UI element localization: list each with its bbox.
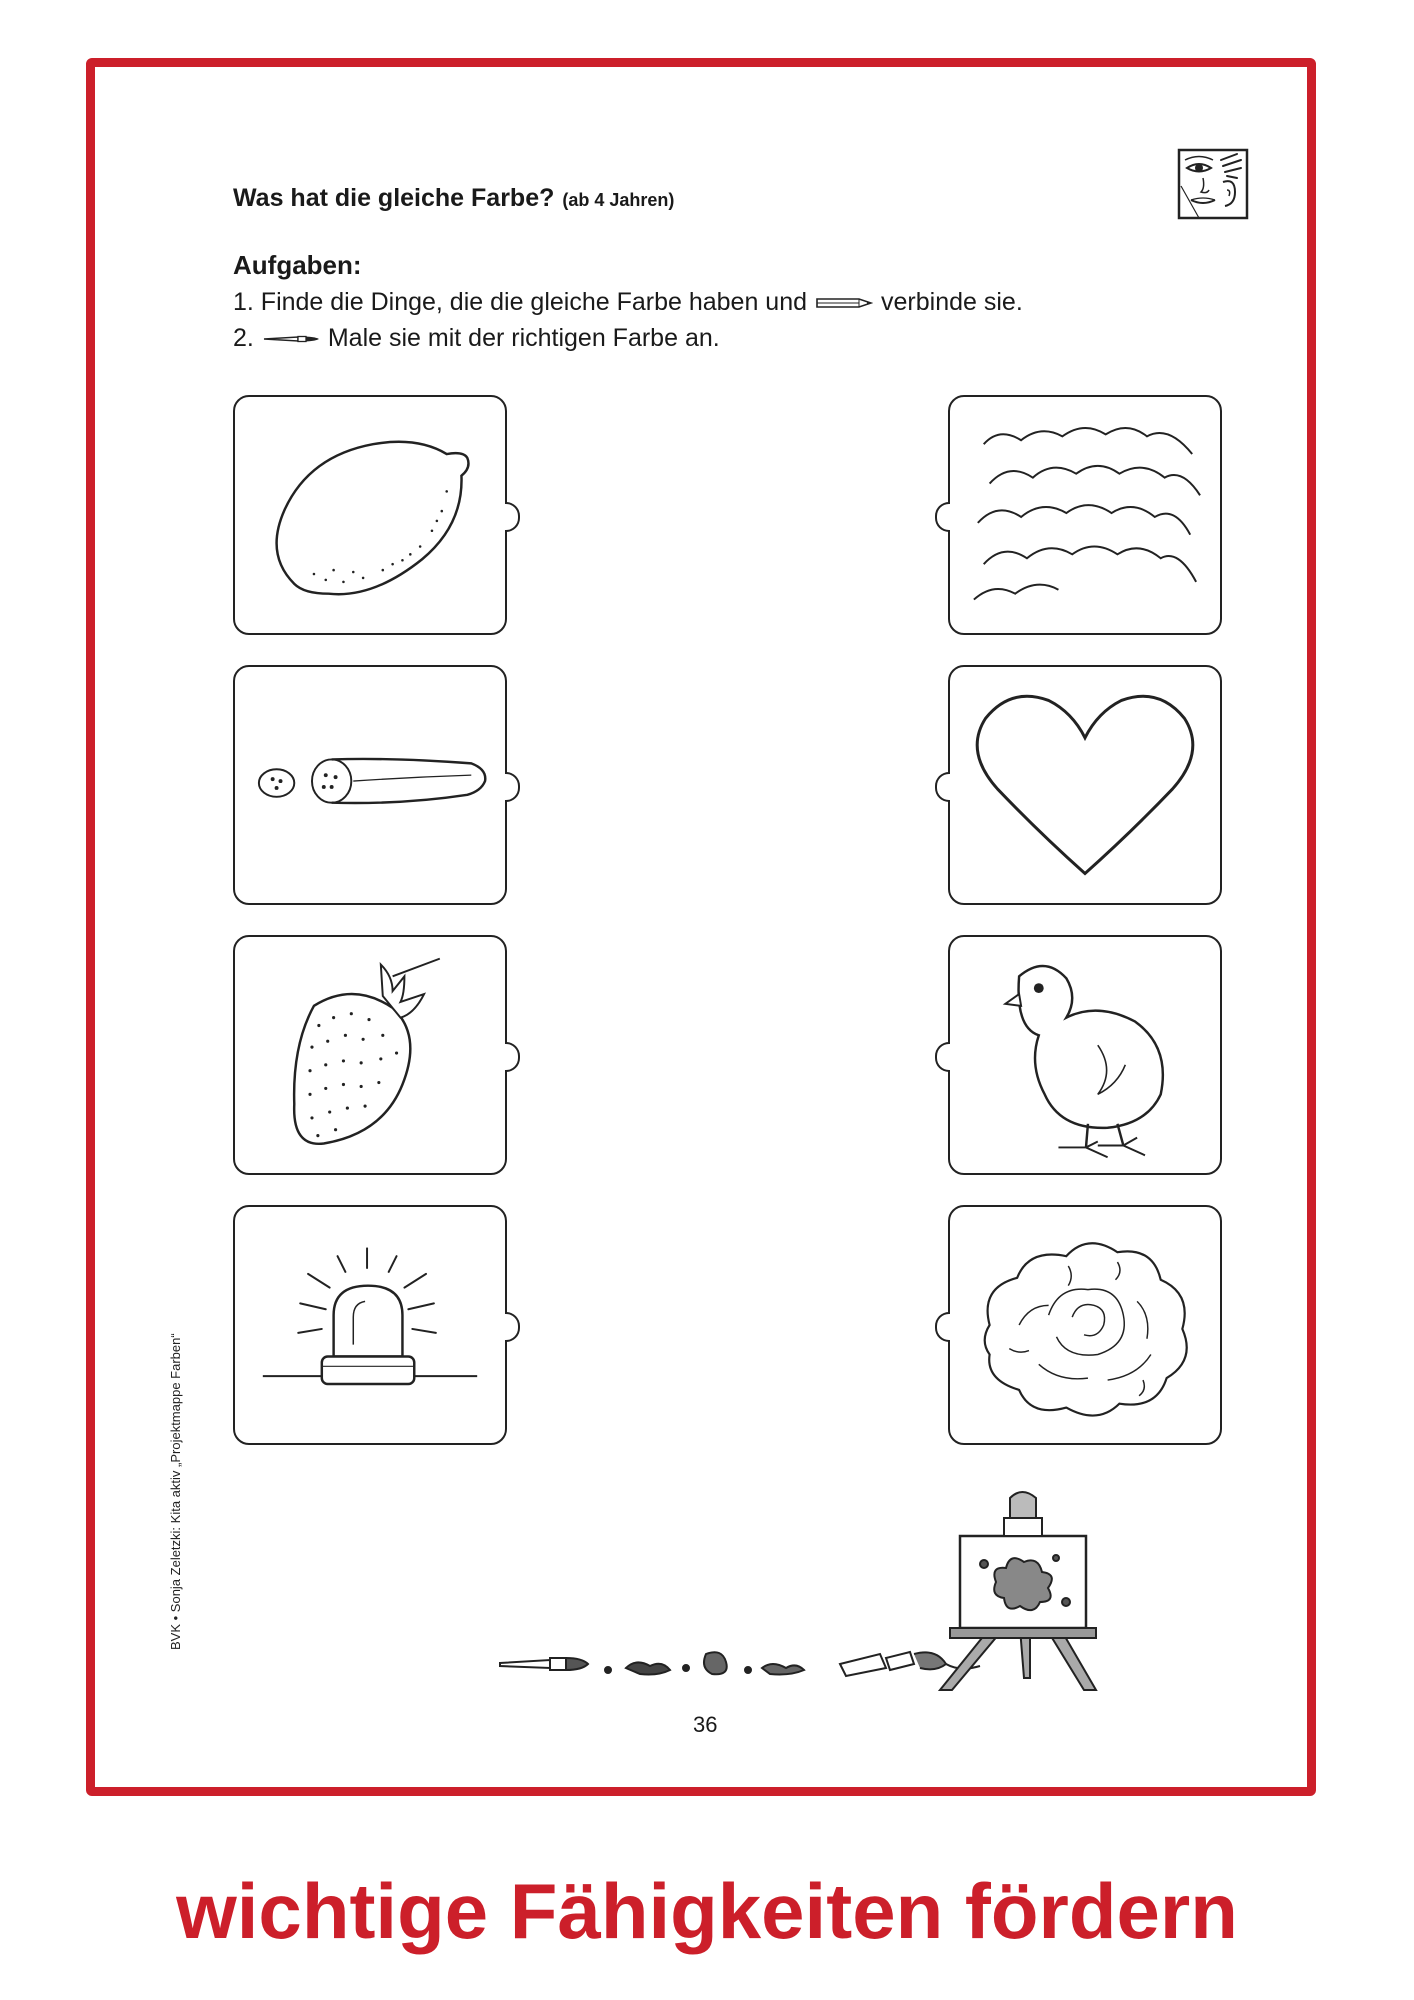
chick-icon xyxy=(950,937,1220,1173)
tasks-heading: Aufgaben: xyxy=(233,250,362,280)
cucumber-icon xyxy=(235,667,505,903)
task-2-number: 2. xyxy=(233,324,254,352)
title-text: Was hat die gleiche Farbe? xyxy=(233,184,555,212)
task-2 xyxy=(233,324,720,353)
card-siren-light[interactable] xyxy=(233,1205,507,1445)
card-lemon[interactable] xyxy=(233,395,507,635)
lettuce-icon xyxy=(950,1207,1220,1443)
brush-icon xyxy=(262,332,320,346)
page-number: 36 xyxy=(693,1712,718,1737)
waves-icon xyxy=(950,397,1220,633)
side-credit: BVK • Sonja Zeletzki: Kita aktiv „Projektmappe Farben“ xyxy=(168,1333,183,1650)
card-lettuce[interactable] xyxy=(948,1205,1222,1445)
easel-paint-icon xyxy=(490,1478,1220,1693)
card-strawberry[interactable] xyxy=(233,935,507,1175)
card-heart[interactable] xyxy=(948,665,1222,905)
task-1-text: 1. Finde die Dinge, die die gleiche Farbe haben und xyxy=(233,288,808,316)
card-waves[interactable] xyxy=(948,395,1222,635)
senses-icon xyxy=(1177,148,1249,220)
pencil-icon xyxy=(815,294,873,312)
card-cucumber[interactable] xyxy=(233,665,507,905)
card-chick[interactable] xyxy=(948,935,1222,1175)
age-note: (ab 4 Jahren) xyxy=(562,190,675,210)
worksheet-title xyxy=(233,184,674,213)
task-2-text: Male sie mit der richtigen Farbe an. xyxy=(327,324,720,352)
strawberry-icon xyxy=(235,937,505,1173)
lemon-icon xyxy=(235,397,505,633)
heart-icon xyxy=(950,667,1220,903)
task-1 xyxy=(233,288,1023,317)
promo-banner: wichtige Fähigkeiten fördern xyxy=(176,1867,1238,1955)
siren-light-icon xyxy=(235,1207,505,1443)
task-1-text-after: verbinde sie. xyxy=(881,288,1023,316)
